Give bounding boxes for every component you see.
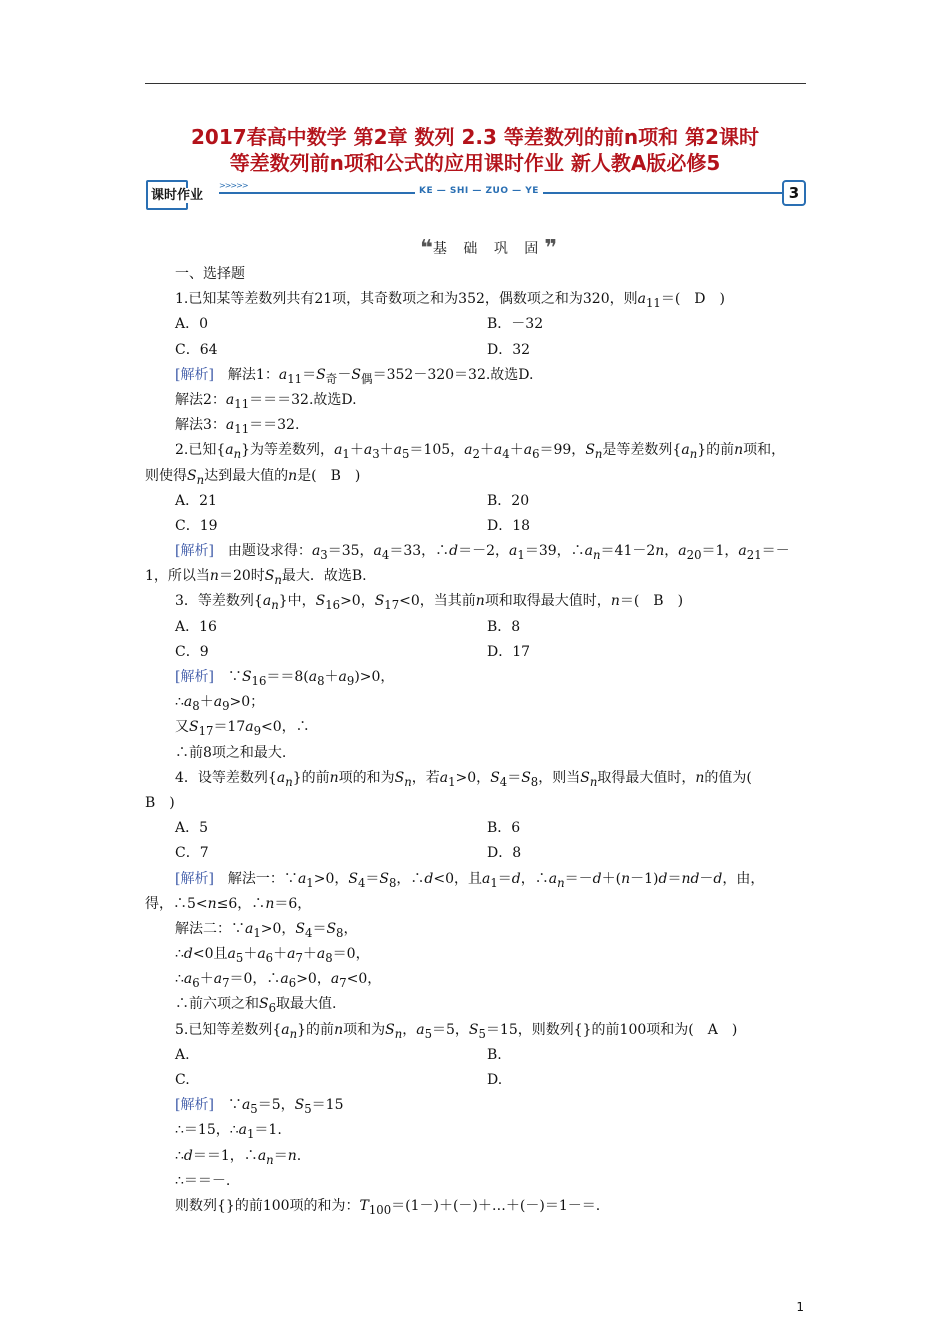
analysis-line: 1，所以当n＝20时$S_n$最大．故选B.	[145, 568, 367, 588]
question-1: 1.已知某等差数列共有21项，其奇数项之和为352，偶数项之和为320，则$a_{11}=$( D )	[175, 291, 725, 310]
quote-open-icon: ❝	[420, 236, 433, 261]
section-heading	[420, 234, 558, 261]
analysis-line: ∴前8项之和最大.	[175, 744, 287, 761]
analysis-line: 解法2：$a_{11}===32$.故选D.	[175, 391, 357, 411]
options-row: A．0 B．－32	[175, 316, 544, 333]
banner-label: 课时作业	[151, 188, 204, 203]
title-line-1: 2017春高中数学 第2章 数列 2.3 等差数列的前n项和 第2课时	[191, 125, 759, 149]
banner-pinyin: KE — SHI — ZUO — YE	[415, 186, 543, 196]
analysis-line: ∴d<0且$a_5+a_6+a_7+a_8=0$，	[175, 946, 370, 965]
analysis-line: ∴d＝＝1，$\therefore a_n=n$.	[175, 1147, 302, 1167]
page-number: 1	[796, 1300, 804, 1314]
options-row: A．21 B．20	[175, 492, 530, 509]
analysis-line: 解法3：$a_{11}==32$.	[175, 417, 300, 436]
analysis-line: ∴＝＝－.	[175, 1172, 231, 1189]
options-row: C．9 D．17	[175, 643, 531, 660]
question-2: 2.已知$\{a_n\}$为等差数列，$a_1+a_3+a_5=105$，$a_2+a_4+a_6=99$，$S_n$是等差数列$\{a_n\}$的前n项和，	[175, 442, 786, 462]
section-title: 基 础 巩 固	[432, 241, 545, 257]
analysis-line: ∴前六项之和$S_6$取最大值.	[175, 996, 337, 1016]
analysis: [解析] 解法1：$a_{11}=S_奇-S_偶=352-320=32$.故选D.	[175, 366, 534, 386]
options-row: A. B.	[175, 1046, 502, 1063]
question-4: 4．设等差数列$\{a_n\}$的前n项的和为$S_n$，若$a_1>0$，$S_4=S_8$，则当$S_n$取得最大值时，n的值为(	[175, 769, 752, 789]
banner-number: 3	[782, 180, 806, 206]
analysis-line: $\therefore a_6+a_7=0$，$\therefore a_6>0$，$a_7<0$，	[175, 971, 382, 991]
analysis: [解析] 由题设求得：$a_3=35$，$a_4=33$，∴d＝－2，$a_1=39$，$\therefore a_n=41-2n$，$a_{20}=1$，$a_{21}=-$	[175, 543, 790, 562]
analysis-line: 得，∴5<n≤6，∴n＝6，	[145, 895, 312, 912]
document-body	[145, 262, 817, 1219]
part-heading: 一、选择题	[175, 266, 245, 282]
question-2-cont: 则使得$S_n$达到最大值的n是( B )	[145, 467, 361, 487]
question-4-cont: B )	[145, 794, 175, 811]
analysis: [解析] $\because a_5=5$，$S_5=15$	[175, 1097, 344, 1116]
analysis-line: 解法二：$\because a_1>0$，$S_4=S_8$，	[175, 920, 358, 940]
analysis-line: $\therefore a_8+a_9>0$；	[175, 694, 265, 713]
analysis: [解析] $\because S_{16}==8(a_8+a_9)>0$，	[175, 669, 395, 688]
options-row: C．19 D．18	[175, 517, 531, 534]
homework-banner	[145, 178, 806, 212]
analysis: [解析] 解法一：$\because a_1>0$，$S_4=S_8$，∴d<0，且$a_1=d$，$\therefore a_n=-d+(n-1)d=nd-d$，由，	[175, 870, 765, 890]
options-row: A．5 B．6	[175, 820, 521, 837]
options-row: C．7 D．8	[175, 845, 522, 862]
question-3: 3．等差数列$\{a_n\}$中，$S_{16}>0$，$S_{17}<0$，当其前n项和取得最大值时，n＝( B )	[175, 593, 684, 613]
options-row: A．16 B．8	[175, 618, 521, 635]
options-row: C．64 D．32	[175, 341, 531, 358]
banner-badge	[146, 180, 204, 210]
header-rule	[145, 83, 806, 84]
options-row: C. D.	[175, 1072, 503, 1088]
analysis-line: 则数列{}的前100项的和为：$T_{100}=(1-)+(-)+\dots+(-)=1-=$.	[175, 1197, 601, 1217]
title-line-2: 等差数列前n项和公式的应用课时作业 新人教A版必修5	[229, 151, 721, 175]
banner-arrows: >>>>>	[219, 181, 248, 190]
quote-close-icon: ❞	[544, 236, 558, 261]
question-5: 5.已知等差数列$\{a_n\}$的前n项和为$S_n$，$a_5=5$，$S_5=15$，则数列{}的前100项和为( A )	[175, 1021, 738, 1041]
analysis-line: 又$S_{17}=17a_9<0$，∴	[175, 719, 310, 739]
document-title	[100, 124, 850, 176]
analysis-line: ∴＝15，$\therefore a_1=1$.	[175, 1122, 282, 1142]
